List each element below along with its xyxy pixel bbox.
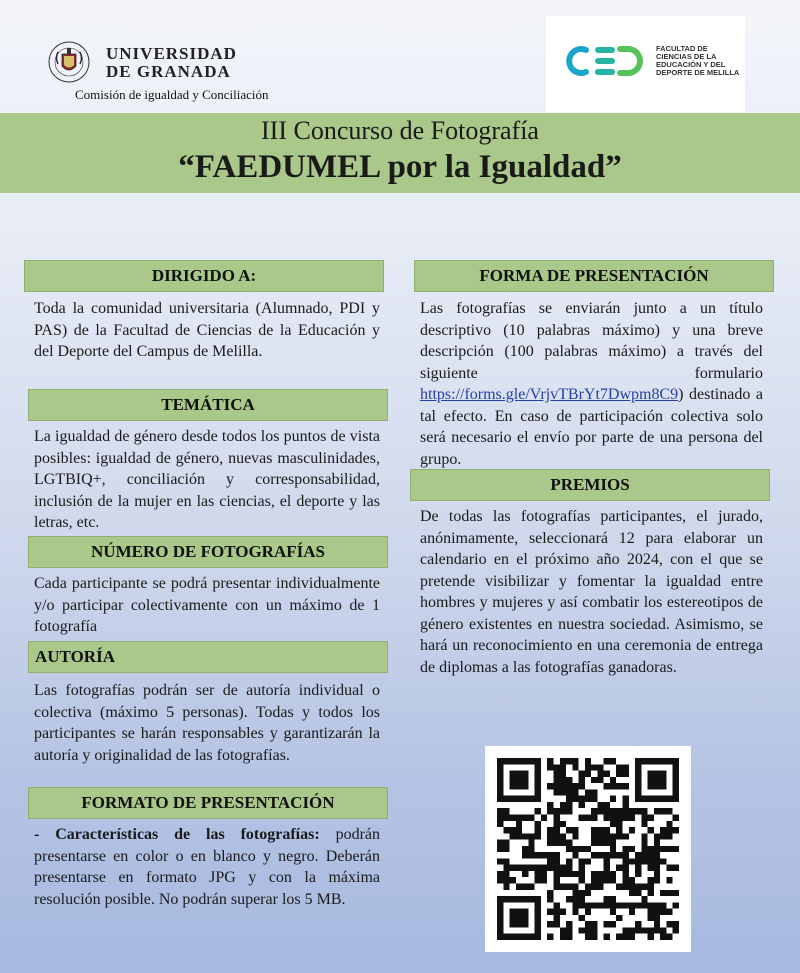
section-text-autoria: Las fotografías podrán ser de autoría individual o colectiva (máximo 5 personas). Todas y todos los participantes se harán responsables y garantizarán la autoría y originalidad de las fotografías. [34, 682, 380, 764]
section-text-formato [34, 824, 380, 910]
ced-logo-icon [564, 44, 650, 78]
section-text-numero: Cada participante se podrá presentar individualmente y/o participar colectivamente con un máximo de 1 fotografía [34, 575, 380, 635]
qr-code-image [497, 758, 679, 940]
commission-name: Comisión de igualdad y Conciliación [75, 87, 269, 102]
section-heading-numero: NÚMERO DE FOTOGRAFÍAS [28, 536, 388, 568]
contest-title: III Concurso de Fotografía [261, 116, 539, 145]
section-text-forma [420, 298, 763, 470]
formato-bold-lead: - Características de las fotografías: [34, 826, 320, 843]
section-heading-dirigido: DIRIGIDO A: [24, 260, 384, 292]
faculty-logo [546, 16, 745, 112]
form-link[interactable]: https://forms.gle/VrjvTBrYt7Dwpm8C9 [420, 386, 679, 403]
forma-text-after: ) destinado a tal efecto. En caso de participación colectiva solo será necesario el envío por parte de una persona del grupo. [420, 386, 763, 468]
contest-subtitle: “FAEDUMEL por la Igualdad” [178, 149, 622, 185]
university-crest-logo [44, 40, 94, 84]
section-heading-autoria: AUTORÍA [28, 641, 388, 673]
section-heading-premios: PREMIOS [410, 469, 770, 501]
qr-code[interactable] [485, 746, 691, 952]
faculty-logo-text: FACULTAD DE CIENCIAS DE LA EDUCACIÓN Y DEL DEPORTE DE MELILLA [656, 44, 740, 77]
section-heading-forma: FORMA DE PRESENTACIÓN [414, 260, 774, 292]
forma-text-before: Las fotografías se enviarán junto a un título descriptivo (10 palabras máximo) y una breve descripción (100 palabras máximo) a través del siguiente formulario [420, 300, 763, 382]
section-text-tematica: La igualdad de género desde todos los puntos de vista posibles: igualdad de género, nuevas masculinidades, LGTBIQ+, conciliación y corresponsabilidad, inclusión de la mujer en las ciencias, el deporte y las letras, etc. [34, 428, 380, 531]
section-heading-tematica: TEMÁTICA [28, 389, 388, 421]
section-text-premios: De todas las fotografías participantes, el jurado, anónimamente, seleccionará 12 para elaborar un calendario en el próximo año 2024, con el que se pretende visibilizar y fomentar la igualdad entre hombres y mujeres y así combatir los estereotipos de género existentes en nuestra sociedad. Asimismo, se hará un reconocimiento en una ceremonia de entrega de diplomas a las fotografías ganadoras. [420, 508, 763, 676]
section-heading-formato: FORMATO DE PRESENTACIÓN [28, 787, 388, 819]
formato-text: podrán presentarse en color o en blanco y negro. Deberán presentarse en formato JPG y con la máxima resolución posible. No podrán superar los 5 MB. [34, 826, 380, 908]
university-name: UNIVERSIDAD DE GRANADA [106, 44, 237, 81]
section-text-dirigido: Toda la comunidad universitaria (Alumnado, PDI y PAS) de la Facultad de Ciencias de la Educación y del Deporte del Campus de Melilla. [34, 300, 380, 360]
